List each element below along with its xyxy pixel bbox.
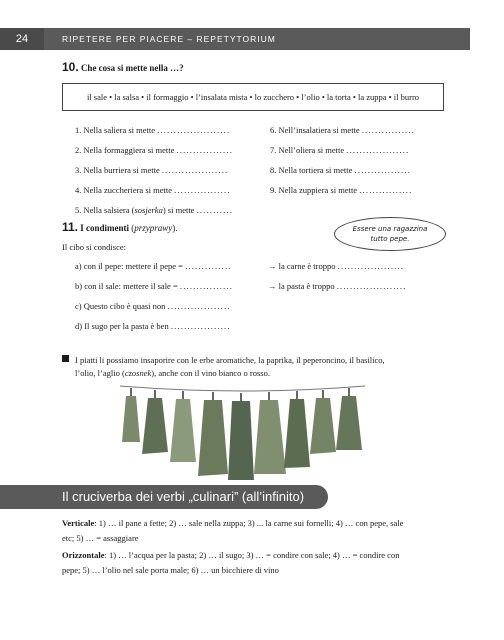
exercise-item: 5. Nella salsiera (sosjerka) si mette ........... [75,205,234,215]
exercise-item: 3. Nella burriera si mette .................... [75,165,229,175]
clue-text: : 1) … il pane a fette; 2) … sale nella zuppa; 3) ... la carne sui fornelli; 4) … con pepe, sale [94,518,404,528]
exercise-10-left-column [75,120,233,220]
item-text: 4. Nella zuccheriera si mette [75,185,172,195]
item-text: 9. Nella zuppiera si mette [270,185,358,195]
exercise-11-right-column [268,256,407,296]
exercise-11-heading: 11. I condimenti (przyprawy). [62,220,178,234]
drying-herbs-illustration [120,382,365,482]
item-text: 5. Nella salsiera ( [75,205,135,215]
exercise-item: 6. Nell’insalatiera si mette ................ [270,125,416,135]
exercise-10-heading [62,60,184,74]
item-text: 8. Nella tortiera si mette [270,165,353,175]
bullet-translation: czosnek [124,368,152,378]
herb-bunch-icon [228,393,254,480]
exercise-number: 11. [62,220,79,234]
bubble-line: Essere una ragazzina [352,225,428,233]
herb-bunch-icon [198,392,228,476]
herb-bunch-icon [122,388,140,442]
item-text: 2. Nella formaggiera si mette [75,145,175,155]
exercise-item: a) con il pepe: mettere il pepe = .............. [75,261,232,271]
clue-text: : 1) … l’acqua per la pasta; 2) … il sugo; 3) … = condire con sale; 4) … = condire con [104,550,400,560]
word-box: il sale • la salsa • il formaggio • l’insalata mista • lo zucchero • l’olio • la torta • la zuppa • il burro [62,83,444,111]
bullet-text: ), anche con il vino bianco o rosso. [151,368,270,378]
herb-bunch-icon [254,392,286,474]
exercise-title-translation: przyprawy [134,223,173,233]
page-header [0,28,470,50]
clue-text: etc; 5) … = assaggiare [62,533,139,543]
clue-label: Verticale [62,518,95,528]
exercise-item: d) Il sugo per la pasta è ben .................. [75,321,231,331]
item-text: 7. Nell’oliera si mette [270,145,345,155]
item-text: b) con il sale: mettere il sale = [75,281,178,291]
clue-text: pepe; 5) … l’olio nel sale porta male; 6) … un bicchiere di vino [62,565,279,575]
bullet-square-icon [62,355,69,362]
bubble-line: tutto pepe. [370,235,410,243]
exercise-number: 10. [62,60,79,74]
item-text: → la carne è troppo [268,261,336,271]
exercise-title: Che cosa si mette nella …? [80,63,184,73]
exercise-11-left-column [75,256,233,336]
exercise-item: b) con il sale: mettere il sale = ................ [75,281,234,291]
exercise-item: → la pasta è troppo ..................... [268,281,407,291]
crossword-horizontal-clues [62,548,447,578]
item-text: a) con il pepe: mettere il pepe = [75,261,183,271]
page-number: 24 [0,28,44,50]
herb-bunch-icon [310,390,336,454]
exercise-item: 9. Nella zuppiera si mette ................ [270,185,413,195]
exercise-item: 7. Nell’oliera si mette ................... [270,145,410,155]
herb-bunch-icon [142,390,168,454]
exercise-title: I condimenti [80,223,130,233]
bullet-text: l’olio, l’aglio ( [75,368,125,378]
item-translation: sosjerka [134,205,163,215]
exercise-item: c) Questo cibo è quasi non ................... [75,301,231,311]
running-title: RIPETERE PER PIACERE – REPETYTORIUM [62,34,276,44]
section-title-bar [0,485,328,509]
item-text: → la pasta è troppo [268,281,335,291]
exercise-10-right-column [270,120,415,200]
exercise-item: 1. Nella saliera si mette ...................... [75,125,231,135]
herb-bunch-icon [170,391,196,462]
item-text: 3. Nella burriera si mette [75,165,160,175]
exercise-item: → la carne è troppo .................... [268,261,405,271]
section-title: Il cruciverba dei verbi „culinari” (all’infinito) [62,489,305,504]
speech-bubble [334,217,446,251]
exercise-item: 8. Nella tortiera si mette ................. [270,165,412,175]
bullet-note [62,354,442,380]
bullet-text: I piatti li possiamo insaporire con le erbe aromatiche, la paprika, il peperoncino, il basilico, [75,355,385,365]
item-text: d) Il sugo per la pasta è ben [75,321,169,331]
item-text: 1. Nella saliera si mette [75,125,156,135]
herb-bunch-icon [336,388,362,450]
exercise-item: 2. Nella formaggiera si mette ................. [75,145,234,155]
clue-label: Orizzontale [62,550,105,560]
exercise-subtitle: Il cibo si condisce: [62,242,126,252]
item-text: ) si mette [162,205,195,215]
exercise-item: 4. Nella zuccheriera si mette ................. [75,185,231,195]
crossword-vertical-clues [62,516,447,546]
item-text: 6. Nell’insalatiera si mette [270,125,360,135]
item-text: c) Questo cibo è quasi non [75,301,166,311]
herb-bunch-icon [284,391,310,468]
